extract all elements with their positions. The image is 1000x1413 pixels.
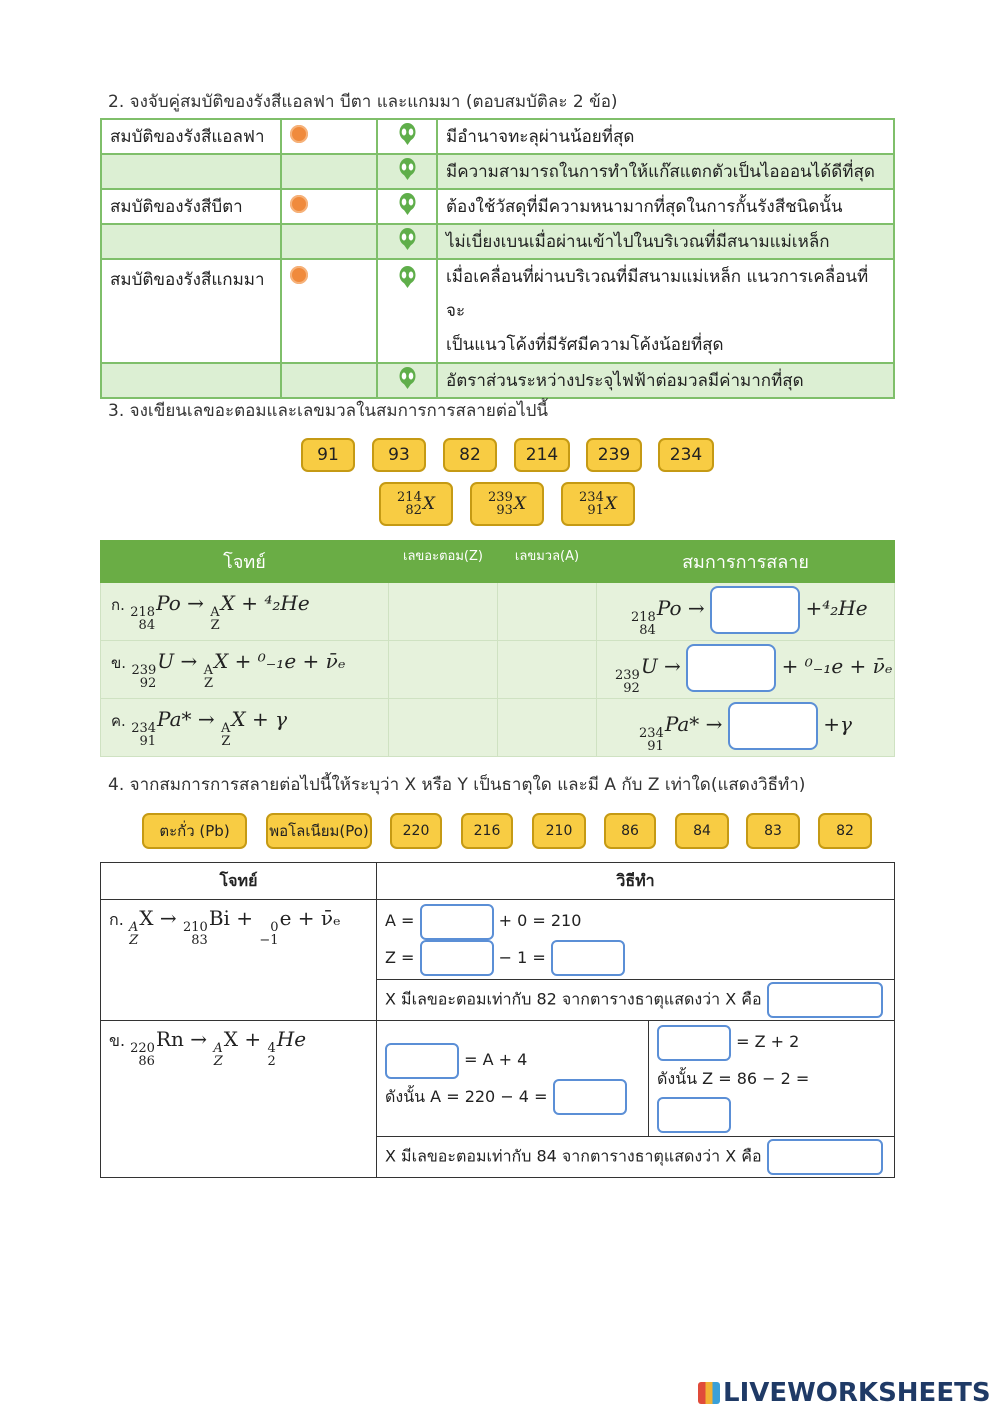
problem-a: ก. 218 84 Po → A Z X + ⁴₂He [101, 583, 389, 641]
question-2-title: 2. จงจับคู่สมบัติของรังสีแอลฟา บีตา และแกมมา (ตอบสมบัติละ 2 ข้อ) [108, 92, 618, 112]
method-4b-left: = A + 4 ดังนั้น A = 220 − 4 = [377, 1021, 649, 1137]
equation-b: 239 92 U → + ⁰₋₁e + ν̄ₑ [597, 641, 895, 699]
answer-box[interactable] [420, 940, 494, 976]
alien-icon[interactable] [399, 158, 416, 180]
question-3-title: 3. จงเขียนเลขอะตอมและเลขมวลในสมการการสลายต่อไปนี้ [108, 401, 549, 421]
number-chip[interactable]: 214 [514, 438, 570, 472]
alien-icon[interactable] [399, 228, 416, 250]
nuclide-chip[interactable]: 234 91 X [561, 482, 635, 526]
answer-box[interactable] [551, 940, 625, 976]
nuclide-chip[interactable]: 214 82 X [379, 482, 453, 526]
header-method: วิธีทำ [377, 863, 895, 900]
equation-c: 234 91 Pa* → +γ [597, 699, 895, 757]
problem-c: ค. 234 91 Pa* → A Z X + γ [101, 699, 389, 757]
header-a: เลขมวล(A) [498, 541, 597, 583]
answer-box[interactable] [553, 1079, 627, 1115]
method-table [100, 862, 895, 1178]
match-dot-icon[interactable] [290, 125, 308, 143]
decay-table [100, 540, 895, 757]
matching-table [100, 118, 895, 399]
answer-box[interactable] [420, 904, 494, 940]
alien-icon[interactable] [399, 123, 416, 145]
property-5-line1: เมื่อเคลื่อนที่ผ่านบริเวณที่มีสนามแม่เหล็ก แนวการเคลื่อนที่จะ [446, 267, 869, 321]
number-chip[interactable]: 83 [746, 813, 800, 849]
logo-icon [698, 1382, 720, 1404]
a-answer-cell[interactable] [498, 583, 597, 641]
drop-box[interactable] [710, 586, 800, 634]
method-4a: A = + 0 = 210 Z = − 1 = [377, 900, 895, 980]
nuclide-chip[interactable]: 239 93 X [470, 482, 544, 526]
drop-box[interactable] [728, 702, 818, 750]
question-4-title: 4. จากสมการการสลายต่อไปนี้ให้ระบุว่า X หรือ Y เป็นธาตุใด และมี A กับ Z เท่าใด(แสดงวิธีทำ) [108, 775, 806, 795]
header-z: เลขอะตอม(Z) [389, 541, 498, 583]
number-chip[interactable]: 84 [675, 813, 729, 849]
number-chip[interactable]: 82 [818, 813, 872, 849]
z-answer-cell[interactable] [389, 699, 498, 757]
answer-box[interactable] [385, 1043, 459, 1079]
alien-icon[interactable] [399, 193, 416, 215]
alien-icon[interactable] [399, 266, 416, 288]
property-6: อัตราส่วนระหว่างประจุไฟฟ้าต่อมวลมีค่ามากที่สุด [437, 363, 894, 398]
header-problem: โจทย์ [101, 541, 389, 583]
property-3: ต้องใช้วัสดุที่มีความหนามากที่สุดในการกั้นรังสีชนิดนั้น [437, 189, 894, 224]
number-chip[interactable]: 239 [586, 438, 642, 472]
number-chip[interactable]: 216 [461, 813, 513, 849]
a-answer-cell[interactable] [498, 641, 597, 699]
conclusion-4a: X มีเลขอะตอมเท่ากับ 82 จากตารางธาตุแสดงว่า X คือ [377, 980, 895, 1021]
a-answer-cell[interactable] [498, 699, 597, 757]
property-4: ไม่เบี่ยงเบนเมื่อผ่านเข้าไปในบริเวณที่มีสนามแม่เหล็ก [437, 224, 894, 259]
drop-box[interactable] [686, 644, 776, 692]
problem-4b: ข. 220 86 Rn → A Z X + 4 2 He [101, 1021, 377, 1178]
beta-label: สมบัติของรังสีบีตา [101, 189, 281, 224]
number-chip[interactable]: 220 [390, 813, 442, 849]
answer-box[interactable] [657, 1097, 731, 1133]
property-2: มีความสามารถในการทำให้แก๊สแตกตัวเป็นไอออนได้ดีที่สุด [437, 154, 894, 189]
problem-b: ข. 239 92 U → A Z X + ⁰₋₁e + ν̄ₑ [101, 641, 389, 699]
header-problem: โจทย์ [101, 863, 377, 900]
answer-box[interactable] [767, 982, 883, 1018]
element-chip[interactable]: พอโลเนียม(Po) [266, 813, 372, 849]
alien-icon[interactable] [399, 367, 416, 389]
answer-box[interactable] [767, 1139, 883, 1175]
answer-box[interactable] [657, 1025, 731, 1061]
property-5-line2: เป็นแนวโค้งที่มีรัศมีความโค้งน้อยที่สุด [446, 335, 724, 355]
number-chip[interactable]: 210 [532, 813, 586, 849]
z-answer-cell[interactable] [389, 641, 498, 699]
number-chip[interactable]: 93 [372, 438, 426, 472]
property-1: มีอำนาจทะลุผ่านน้อยที่สุด [437, 119, 894, 154]
match-dot-icon[interactable] [290, 195, 308, 213]
number-chip[interactable]: 91 [301, 438, 355, 472]
element-chip[interactable]: ตะกั่ว (Pb) [142, 813, 247, 849]
z-answer-cell[interactable] [389, 583, 498, 641]
alpha-label: สมบัติของรังสีแอลฟา [101, 119, 281, 154]
number-chip[interactable]: 82 [443, 438, 497, 472]
liveworksheets-logo: LIVEWORKSHEETS [698, 1378, 991, 1408]
header-equation: สมการการสลาย [597, 541, 895, 583]
method-4b-right: = Z + 2 ดังนั้น Z = 86 − 2 = [649, 1021, 895, 1137]
number-chip[interactable]: 234 [658, 438, 714, 472]
problem-4a: ก. A Z X → 210 83 Bi + 0 −1 e + ν̄ₑ [101, 900, 377, 1021]
conclusion-4b: X มีเลขอะตอมเท่ากับ 84 จากตารางธาตุแสดงว่า X คือ [377, 1137, 895, 1178]
match-dot-icon[interactable] [290, 266, 308, 284]
number-chip[interactable]: 86 [604, 813, 656, 849]
equation-a: 218 84 Po → +⁴₂He [597, 583, 895, 641]
gamma-label: สมบัติของรังสีแกมมา [101, 259, 281, 363]
